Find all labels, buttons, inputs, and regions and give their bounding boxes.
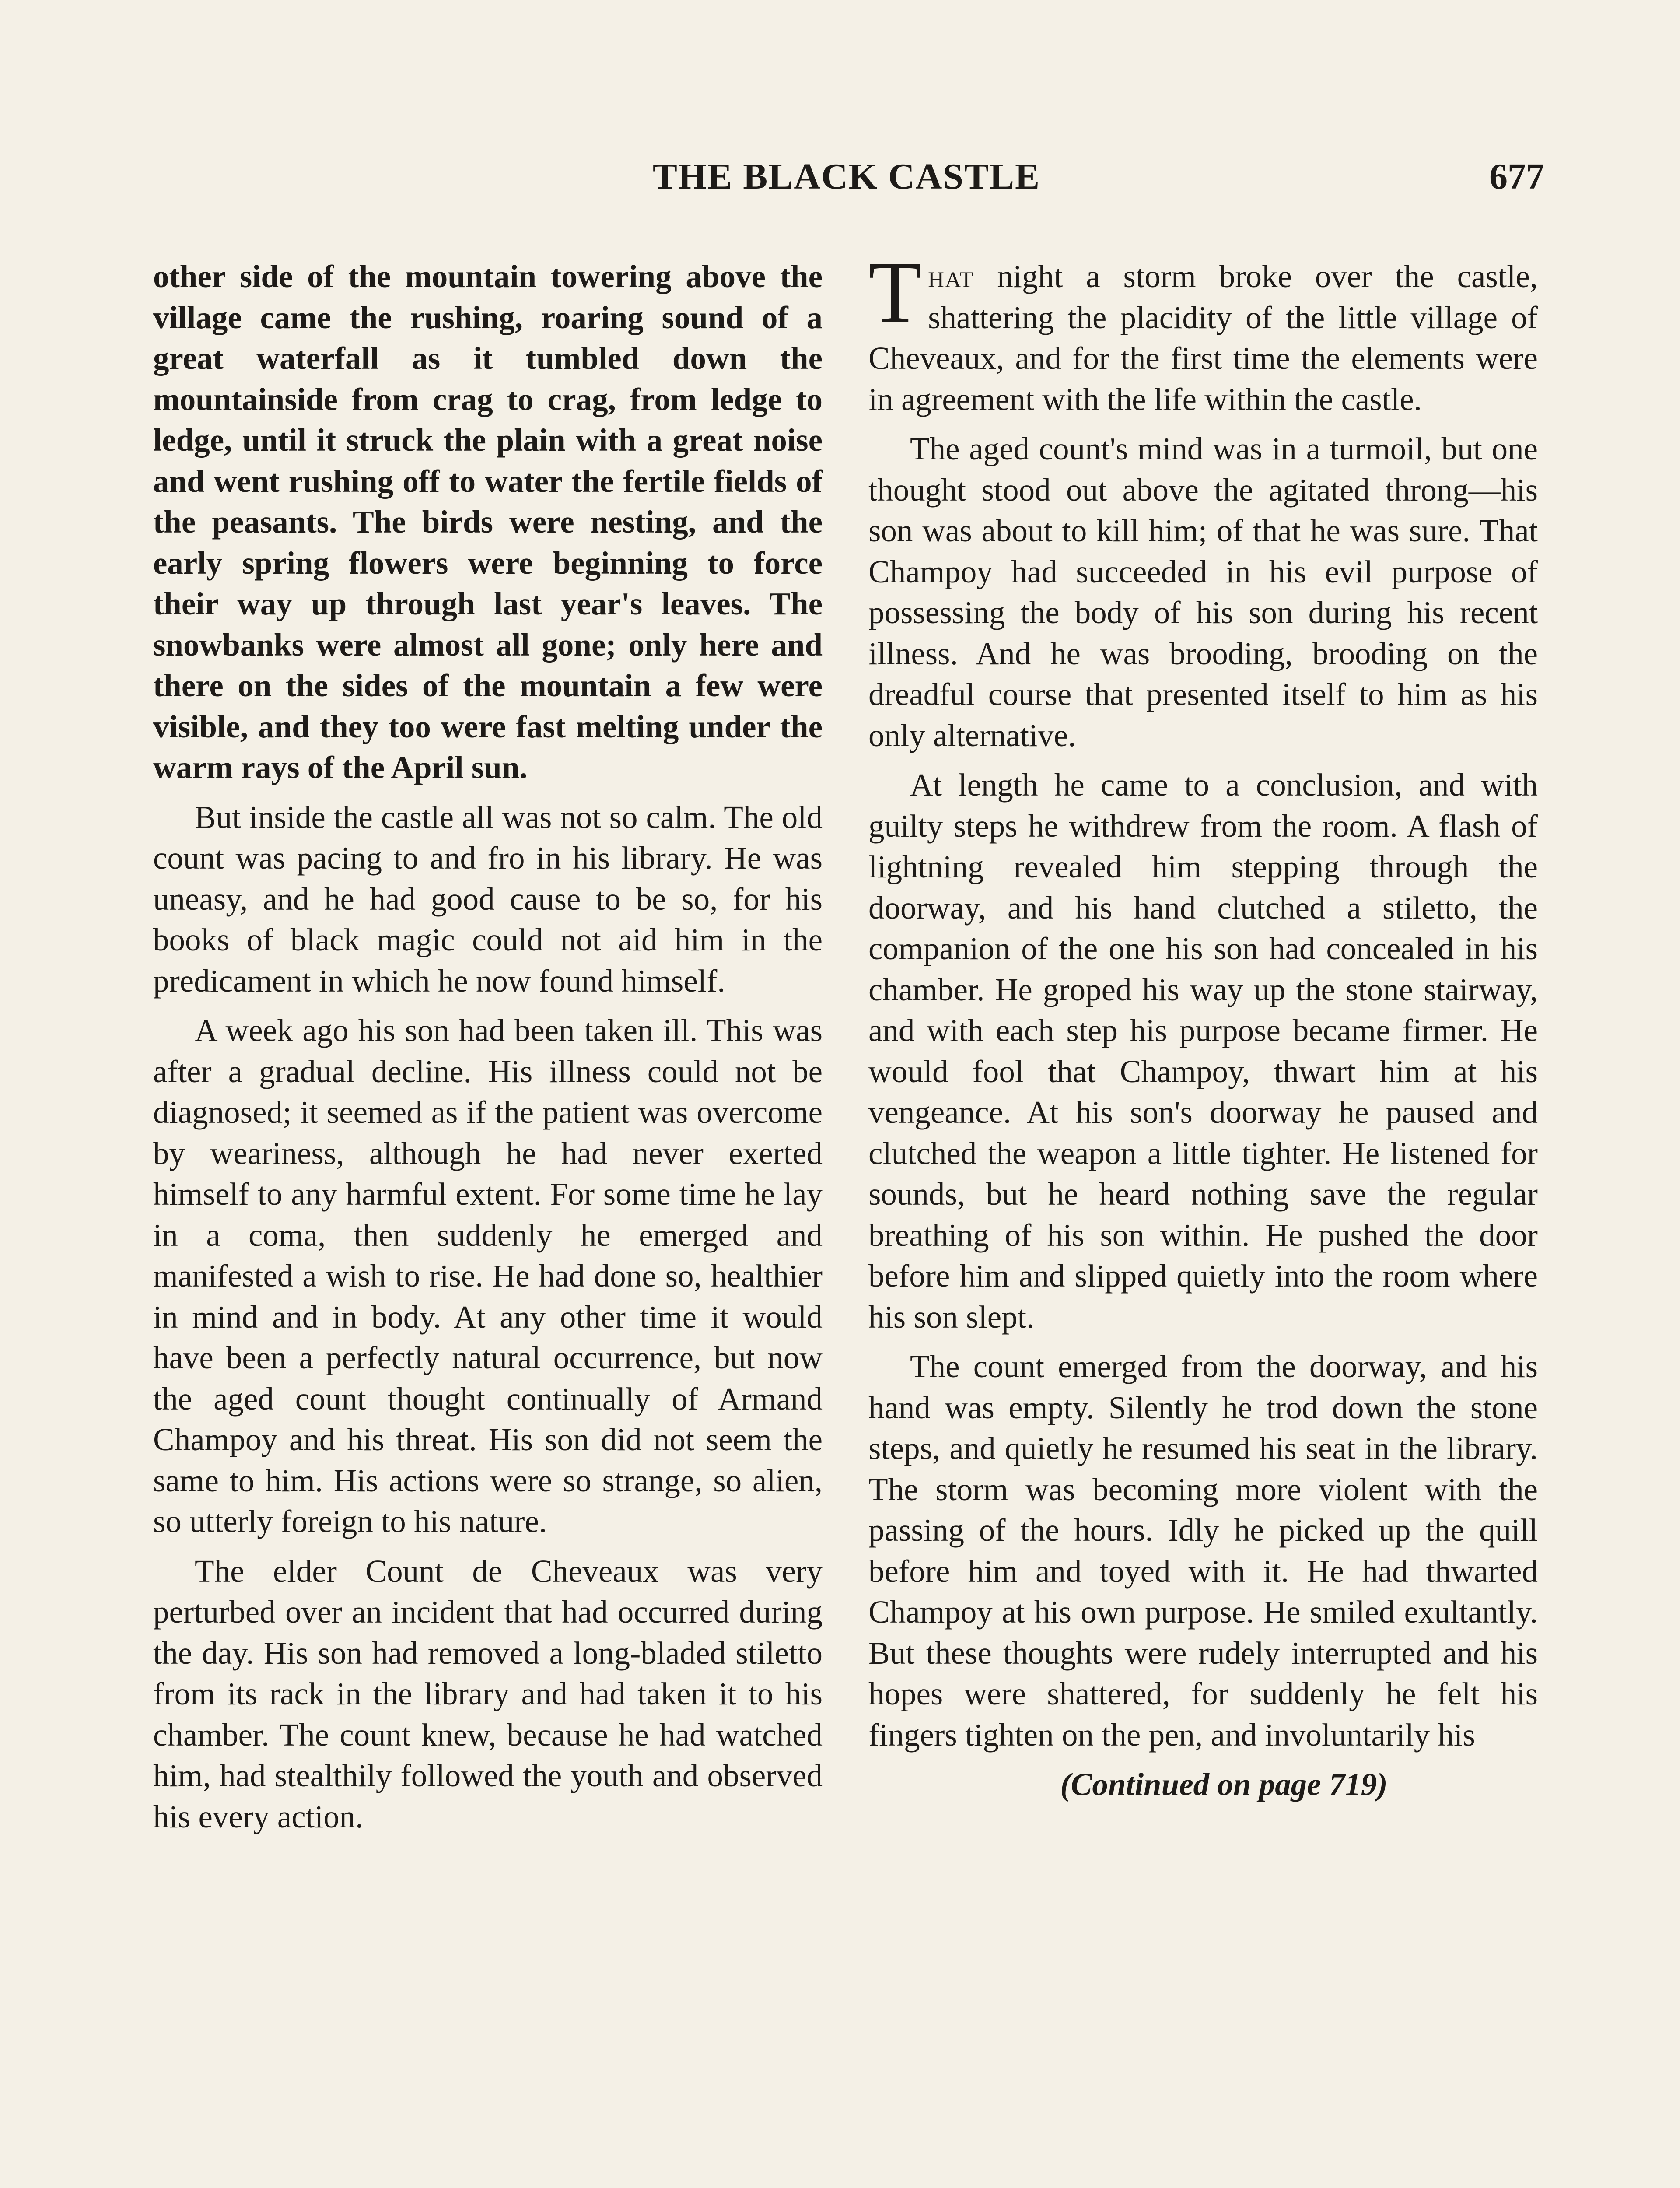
paragraph: other side of the mountain towering above the village came the rushing, roaring sound of a great waterfall as it tumbled down the mountainside from crag to crag, from ledge to ledge, until it struck the plain with a great noise and went rushing off to water the fertile fields of the peasants. The birds were nesting, and the early spring flowers were beginning to force their way up through last year's leaves. The snowbanks were almost all gone; only here and there on the sides of the mountain a few were visible, and they too were fast melting under the warm rays of the April sun. xyxy=(153,259,822,785)
paragraph-text: night a storm broke over the castle, shattering the placidity of the little village of Cheveaux, and for the first time the elements were in agreement with the life within the castle. xyxy=(868,259,1538,417)
paragraph: A week ago his son had been taken ill. This was after a gradual decline. His illness could not be diagnosed; it seemed as if the patient was overcome by weariness, although he had never exerted himself to any harmful extent. For some time he lay in a coma, then suddenly he emerged and manifested a wish to rise. He had done so, healthier in mind and in body. At any other time it would have been a perfectly natural occurrence, but now the aged count thought continually of Armand Champoy and his threat. His son did not seem the same to him. His actions were so strange, so alien, so utterly foreign to his nature. xyxy=(153,1013,822,1539)
running-title: THE BLACK CASTLE xyxy=(652,156,1041,197)
small-caps-lead: hat xyxy=(928,259,974,294)
paragraph: The elder Count de Cheveaux was very perturbed over an incident that had occurred during the day. His son had removed a long-bladed stiletto from its rack in the library and had taken it to his chamber. The count knew, because he had watched him, had stealthily followed the youth and observed his every action. xyxy=(153,1553,822,1834)
left-column xyxy=(153,256,822,1846)
continued-note: (Continued on page 719) xyxy=(1060,1767,1388,1802)
drop-cap: T xyxy=(868,244,922,341)
page-number: 677 xyxy=(1489,156,1544,197)
paragraph: The aged count's mind was in a turmoil, but one thought stood out above the agitated throng—his son was about to kill him; of that he was sure. That Champoy had succeeded in his evil purpose of possessing the body of his son during his recent illness. And he was brooding, brooding on the dreadful course that presented itself to him as his only alternative. xyxy=(868,431,1538,753)
right-column xyxy=(868,244,1538,1814)
opening-paragraph xyxy=(868,244,1538,420)
page-header xyxy=(149,155,1544,208)
paragraph: But inside the castle all was not so calm. The old count was pacing to and fro in his library. He was uneasy, and he had good cause to be so, for his books of black magic could not aid him in the predicament in which he now found himself. xyxy=(153,799,822,999)
paragraph: The count emerged from the doorway, and his hand was empty. Silently he trod down the stone steps, and quietly he resumed his seat in the library. The storm was becoming more violent with the passing of the hours. Idly he picked up the quill before him and toyed with it. He had thwarted Champoy at his own purpose. He smiled exultantly. But these thoughts were rudely interrupted and his hopes were shattered, for suddenly he felt his fingers tighten on the pen, and involuntarily his xyxy=(868,1349,1538,1753)
paragraph: At length he came to a conclusion, and with guilty steps he withdrew from the room. A flash of lightning revealed him stepping through the doorway, and his hand clutched a stiletto, the companion of the one his son had concealed in his chamber. He groped his way up the stone stairway, and with each step his purpose became firmer. He would fool that Champoy, thwart him at his vengeance. At his son's doorway he paused and clutched the weapon a little tighter. He listened for sounds, but he heard nothing save the regular breathing of his son within. He pushed the door before him and slipped quietly into the room where his son slept. xyxy=(868,767,1538,1335)
